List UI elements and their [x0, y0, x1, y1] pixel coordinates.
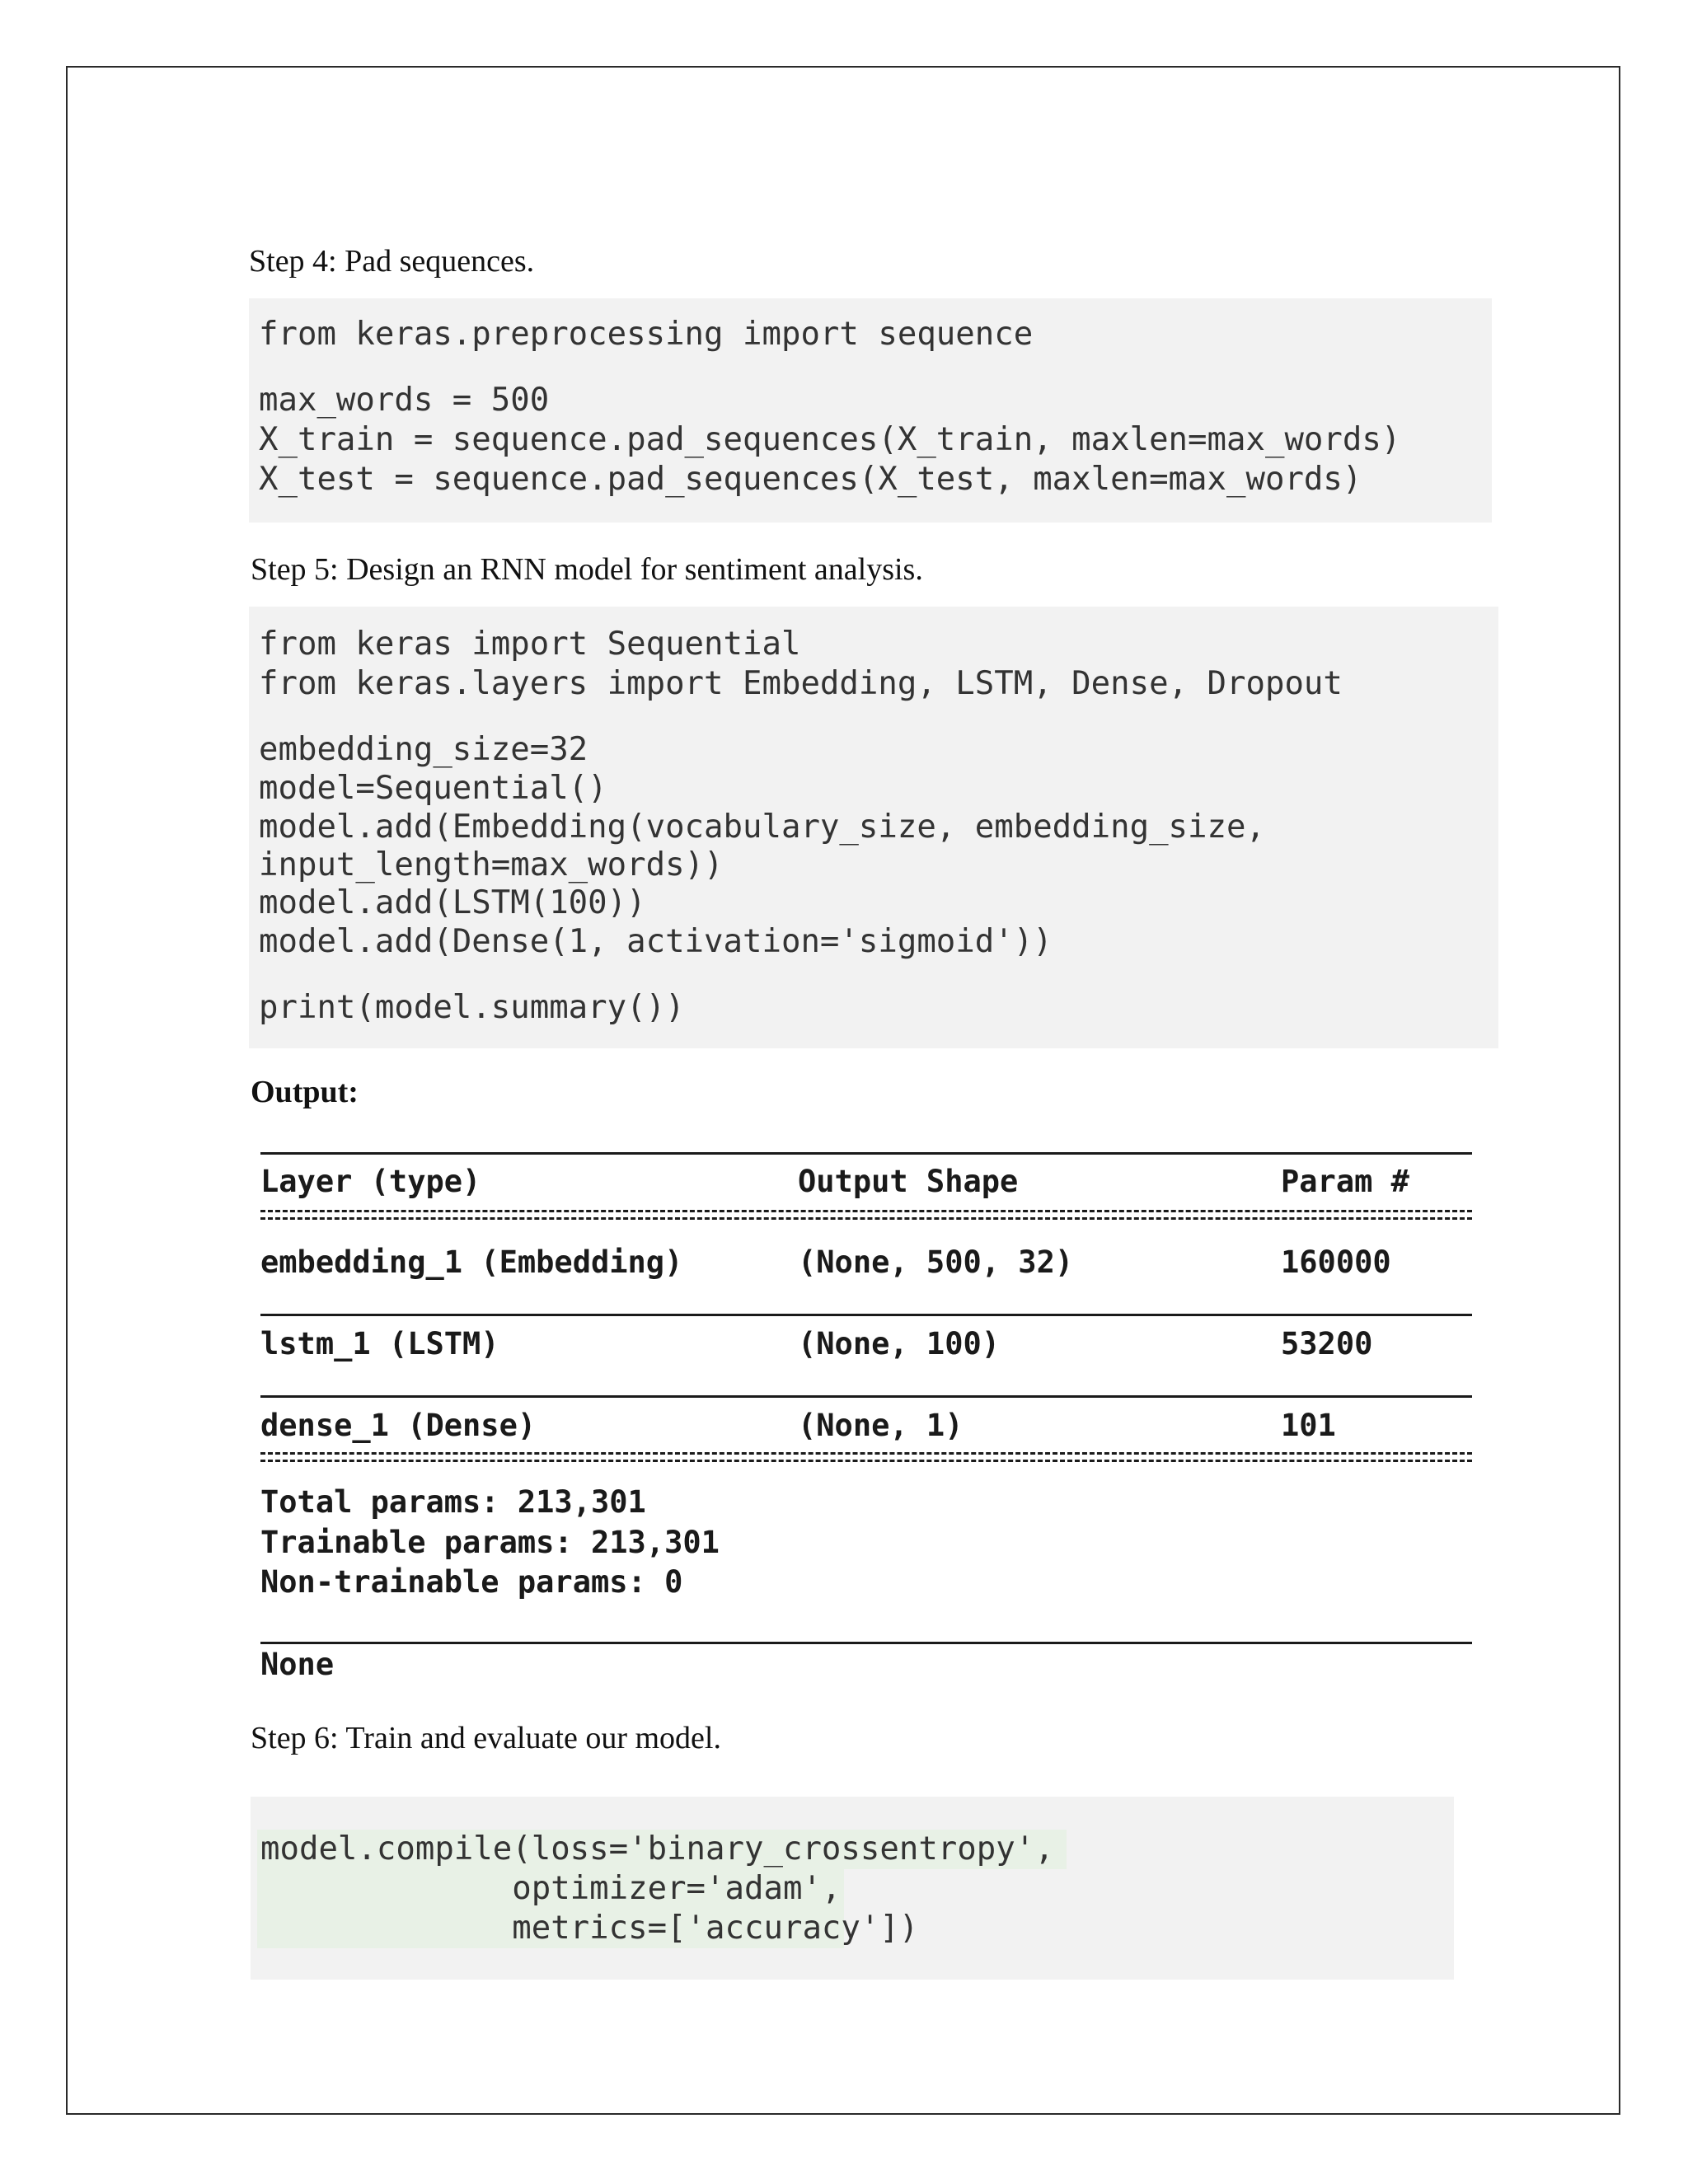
rule-double [260, 1210, 1472, 1220]
code-line: model.add(Dense(1, activation='sigmoid')) [259, 923, 1053, 960]
code-line: metrics=['accuracy']) [260, 1910, 919, 1947]
code-line: X_train = sequence.pad_sequences(X_train, maxlen=max_words) [259, 421, 1401, 458]
rule-bottom [260, 1642, 1472, 1644]
code-line: from keras.layers import Embedding, LSTM, Dense, Dropout [259, 665, 1343, 702]
code-line: max_words = 500 [259, 382, 550, 419]
row-params: 53200 [1281, 1326, 1373, 1361]
code-block-rnn-model [249, 607, 1498, 1048]
non-trainable-params: Non-trainable params: 0 [260, 1564, 683, 1600]
header-param: Param # [1281, 1164, 1409, 1199]
output-heading: Output: [251, 1075, 359, 1109]
rule-row [260, 1395, 1472, 1398]
header-layer: Layer (type) [260, 1164, 481, 1199]
code-line: model.add(LSTM(100)) [259, 884, 646, 921]
code-line: model.compile(loss='binary_crossentropy', [260, 1830, 1054, 1868]
rule-top [260, 1152, 1472, 1155]
summary-return-none: None [260, 1647, 335, 1682]
row-shape: (None, 100) [798, 1326, 1001, 1361]
code-block-pad-sequences [249, 298, 1492, 523]
total-params: Total params: 213,301 [260, 1484, 646, 1520]
code-line: model=Sequential() [259, 770, 607, 807]
code-line: optimizer='adam', [260, 1870, 842, 1907]
step-5-heading: Step 5: Design an RNN model for sentiment analysis. [251, 552, 923, 587]
row-layer: dense_1 (Dense) [260, 1408, 537, 1443]
trainable-params: Trainable params: 213,301 [260, 1525, 720, 1560]
rule-row [260, 1314, 1472, 1316]
rule-double [260, 1452, 1472, 1462]
header-output-shape: Output Shape [798, 1164, 1019, 1199]
row-shape: (None, 500, 32) [798, 1244, 1074, 1280]
code-line: embedding_size=32 [259, 731, 588, 768]
row-shape: (None, 1) [798, 1408, 964, 1443]
code-line: input_length=max_words)) [259, 846, 724, 883]
step-6-heading: Step 6: Train and evaluate our model. [251, 1721, 721, 1755]
row-params: 160000 [1281, 1244, 1391, 1280]
model-summary-output [260, 1144, 1472, 1696]
row-params: 101 [1281, 1408, 1336, 1443]
code-line: from keras.preprocessing import sequence [259, 316, 1034, 353]
row-layer: embedding_1 (Embedding) [260, 1244, 683, 1280]
row-layer: lstm_1 (LSTM) [260, 1326, 499, 1361]
code-line: from keras import Sequential [259, 626, 801, 663]
code-line: model.add(Embedding(vocabulary_size, embedding_size, [259, 808, 1265, 846]
code-block-compile [251, 1797, 1454, 1980]
code-line: print(model.summary()) [259, 989, 685, 1026]
code-line: X_test = sequence.pad_sequences(X_test, maxlen=max_words) [259, 461, 1362, 498]
step-4-heading: Step 4: Pad sequences. [249, 244, 535, 279]
